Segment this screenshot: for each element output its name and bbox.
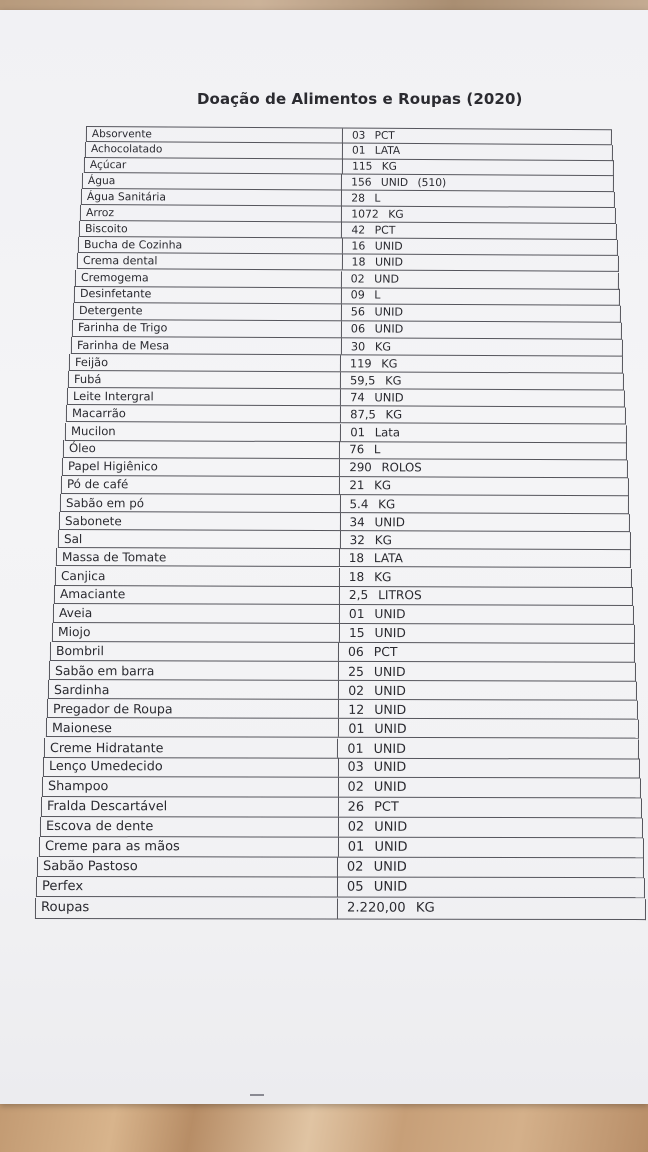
- quantity-cell: 02 UNID: [347, 859, 408, 875]
- item-cell: Sabão em barra: [50, 661, 339, 680]
- quantity-cell: 03 UNID: [347, 759, 407, 775]
- table-row: [49, 661, 636, 682]
- table-row: [66, 405, 626, 425]
- table-row: [40, 817, 643, 838]
- item-cell: Fubá: [69, 371, 341, 388]
- item-cell: Sardinha: [49, 680, 339, 699]
- quantity-cell: 87,5 KG: [349, 407, 402, 423]
- quantity-cell: 119 KG: [350, 355, 398, 371]
- table-row: [39, 837, 644, 858]
- quantity-cell: 2.220,00 KG: [346, 900, 435, 916]
- item-cell: Feijão: [70, 354, 341, 371]
- quantity-cell: 74 UNID: [350, 390, 404, 405]
- table-row: [36, 877, 645, 898]
- item-cell: Amaciante: [55, 585, 340, 604]
- item-cell: Maionese: [47, 718, 339, 737]
- quantity-cell: 16 UNID: [351, 239, 403, 253]
- quantity-cell: 01 UNID: [347, 839, 408, 855]
- table-row: [41, 797, 642, 818]
- item-cell: Achocolatado: [86, 142, 343, 158]
- item-cell: Sal: [58, 530, 340, 548]
- item-cell: Canjica: [56, 567, 340, 586]
- item-cell: Bucha de Cozinha: [79, 237, 343, 254]
- item-cell: Crema dental: [77, 253, 342, 270]
- table-row: [44, 738, 639, 759]
- item-cell: Arroz: [81, 205, 342, 222]
- quantity-cell: 21 KG: [349, 478, 392, 493]
- item-cell: Lenço Umedecido: [44, 757, 339, 776]
- table-row: [62, 458, 628, 478]
- quantity-cell: 5.4 KG: [349, 496, 396, 511]
- table-row: [42, 777, 641, 798]
- item-cell: Absorvente: [87, 127, 343, 142]
- quantity-cell: 76 L: [349, 442, 381, 458]
- quantity-cell: 18 UNID: [350, 255, 403, 270]
- quantity-cell: 01 UNID: [347, 740, 407, 756]
- quantity-cell: 30 KG: [350, 339, 391, 353]
- quantity-cell: 05 UNID: [347, 879, 408, 895]
- quantity-cell: 56 UNID: [350, 305, 403, 319]
- quantity-cell: 02 UNID: [347, 819, 407, 835]
- table-row: [48, 680, 637, 701]
- table-row: [56, 548, 631, 568]
- table-row: [60, 494, 630, 514]
- table-row: [72, 320, 622, 340]
- quantity-cell: 290 ROLOS: [349, 460, 423, 475]
- item-cell: Farinha de Trigo: [73, 320, 342, 337]
- table-row: [54, 585, 633, 606]
- quantity-cell: 2,5 LITROS: [348, 588, 422, 603]
- item-cell: Desinfetante: [75, 286, 342, 303]
- table-row: [43, 757, 640, 778]
- quantity-cell: 12 UNID: [348, 701, 407, 717]
- table-row: [35, 898, 646, 920]
- item-cell: Perfex: [37, 877, 338, 897]
- quantity-cell: 1072 KG: [351, 207, 404, 221]
- table-row: [46, 718, 639, 739]
- item-cell: Sabonete: [60, 512, 341, 530]
- item-cell: Açúcar: [85, 157, 343, 173]
- item-cell: Bombril: [51, 642, 339, 661]
- quantity-cell: 59,5 KG: [350, 373, 402, 388]
- quantity-cell: 02 UNID: [348, 682, 406, 698]
- item-cell: Pregador de Roupa: [48, 699, 339, 718]
- item-cell: Papel Higiênico: [63, 458, 340, 476]
- quantity-cell: 06 PCT: [348, 644, 398, 659]
- item-cell: Macarrão: [67, 405, 341, 423]
- document-title: Doação de Alimentos e Roupas (2020): [197, 90, 523, 108]
- table-row: [37, 857, 644, 878]
- item-cell: Creme Hidratante: [45, 738, 338, 757]
- quantity-cell: 01 LATA: [351, 144, 401, 157]
- table-row: [59, 512, 631, 532]
- item-cell: Cremogema: [76, 270, 342, 287]
- quantity-cell: 28 L: [351, 191, 381, 205]
- item-cell: Detergente: [74, 303, 342, 320]
- item-cell: Massa de Tomate: [57, 548, 340, 566]
- quantity-cell: 09 L: [350, 288, 381, 303]
- paper-mark: [250, 1094, 264, 1096]
- quantity-cell: 32 KG: [349, 532, 392, 547]
- item-cell: Roupas: [36, 898, 338, 918]
- quantity-cell: 42 PCT: [351, 223, 396, 237]
- table-row: [69, 354, 623, 374]
- item-cell: Sabão em pó: [61, 494, 341, 512]
- quantity-cell: 01 UNID: [348, 720, 407, 736]
- quantity-cell: 115 KG: [351, 159, 397, 173]
- item-cell: Mucilon: [66, 423, 341, 441]
- item-cell: Biscoito: [80, 221, 343, 238]
- item-cell: Fralda Descartável: [42, 797, 339, 817]
- quantity-cell: 26 PCT: [347, 799, 399, 815]
- table-row: [52, 623, 635, 644]
- quantity-cell: 18 KG: [348, 569, 392, 584]
- table-row: [61, 476, 629, 496]
- item-cell: Leite Intergral: [68, 388, 341, 406]
- item-cell: Óleo: [64, 440, 340, 458]
- item-cell: Creme para as mãos: [40, 837, 339, 857]
- table-row: [55, 567, 632, 588]
- item-cell: Shampoo: [43, 777, 339, 796]
- table-row: [53, 604, 634, 625]
- item-cell: Aveia: [54, 604, 340, 623]
- quantity-cell: 15 UNID: [348, 625, 406, 640]
- quantity-cell: 02 UNID: [347, 779, 407, 795]
- quantity-cell: 01 UNID: [348, 606, 406, 621]
- quantity-cell: 01 Lata: [349, 425, 400, 440]
- item-cell: Água: [83, 173, 342, 189]
- quantity-cell: 18 LATA: [349, 551, 404, 566]
- item-cell: Farinha de Mesa: [72, 337, 342, 354]
- table-row: [70, 337, 622, 357]
- quantity-cell: 156 UNID (510): [351, 175, 447, 189]
- quantity-cell: 34 UNID: [349, 514, 405, 529]
- item-cell: Pó de café: [62, 476, 341, 494]
- table-row: [47, 699, 638, 720]
- table-row: [50, 642, 635, 663]
- quantity-cell: 06 UNID: [350, 322, 404, 336]
- quantity-cell: 25 UNID: [348, 662, 406, 679]
- item-cell: Escova de dente: [41, 817, 339, 837]
- quantity-cell: 02 UND: [350, 272, 400, 286]
- item-cell: Sabão Pastoso: [38, 857, 338, 877]
- item-cell: Água Sanitária: [82, 189, 342, 205]
- quantity-cell: 03 PCT: [351, 129, 395, 142]
- item-cell: Miojo: [53, 623, 340, 642]
